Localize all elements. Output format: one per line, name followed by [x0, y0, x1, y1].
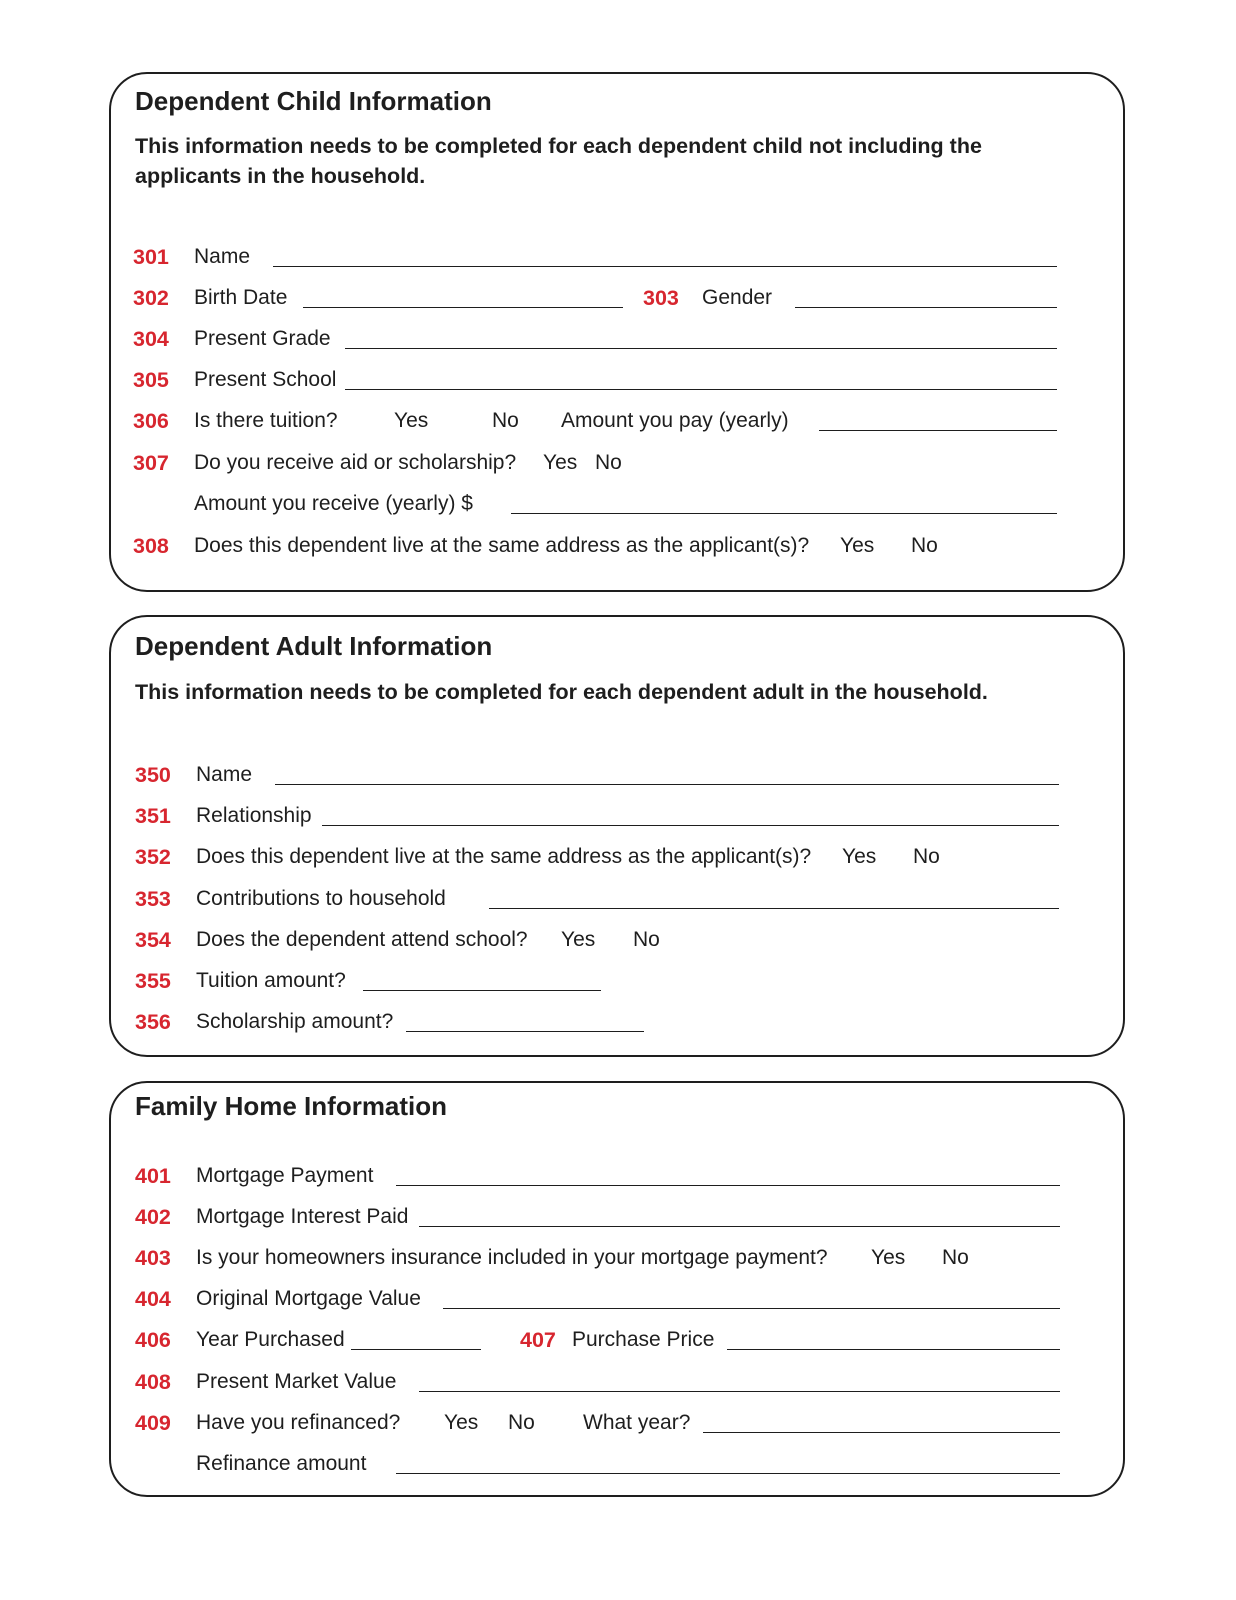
aid-amount-input-line[interactable]: [511, 513, 1057, 514]
field-350: [111, 760, 1123, 790]
field-number: 308: [133, 534, 169, 558]
no-option[interactable]: No: [942, 1246, 969, 1269]
field-label: Amount you pay (yearly): [561, 409, 789, 432]
field-409-amount: [111, 1449, 1123, 1479]
present-grade-input-line[interactable]: [345, 348, 1057, 349]
tuition-amount-input-line[interactable]: [819, 430, 1057, 431]
field-354: [111, 925, 1123, 955]
section-intro: This information needs to be completed for each dependent child not including the applicants in the household.: [135, 134, 982, 188]
section-title: Dependent Child Information: [135, 86, 492, 116]
field-label: Present School: [194, 368, 337, 391]
field-number: 353: [135, 887, 171, 911]
field-number: 356: [135, 1010, 171, 1034]
field-409: [111, 1408, 1123, 1438]
field-306: [111, 406, 1123, 436]
field-number: 401: [135, 1164, 171, 1188]
yes-option[interactable]: Yes: [842, 845, 877, 868]
no-option[interactable]: No: [595, 451, 622, 474]
field-label: Is there tuition?: [194, 409, 338, 432]
field-label: Name: [196, 763, 253, 786]
relationship-input-line[interactable]: [322, 825, 1059, 826]
field-402: [111, 1202, 1123, 1232]
field-label: Mortgage Interest Paid: [196, 1205, 409, 1228]
field-353: [111, 884, 1123, 914]
field-label: Name: [194, 245, 251, 268]
dependent-child-section: [109, 72, 1125, 592]
field-408: [111, 1367, 1123, 1397]
birth-date-input-line[interactable]: [303, 307, 623, 308]
field-number: 403: [135, 1246, 171, 1270]
field-number: 355: [135, 969, 171, 993]
field-label: Mortgage Payment: [196, 1164, 374, 1187]
no-option[interactable]: No: [633, 928, 660, 951]
year-purchased-input-line[interactable]: [351, 1349, 481, 1350]
field-352: [111, 842, 1123, 872]
yes-option[interactable]: Yes: [444, 1411, 479, 1434]
yes-option[interactable]: Yes: [561, 928, 596, 951]
name-input-line[interactable]: [275, 784, 1059, 785]
field-number: 408: [135, 1370, 171, 1394]
contributions-input-line[interactable]: [489, 908, 1059, 909]
field-label: Present Market Value: [196, 1370, 397, 1393]
market-value-input-line[interactable]: [419, 1391, 1060, 1392]
field-355: [111, 966, 1123, 996]
field-label: What year?: [583, 1411, 691, 1434]
field-label: Original Mortgage Value: [196, 1287, 421, 1310]
yes-option[interactable]: Yes: [871, 1246, 906, 1269]
field-number: 404: [135, 1287, 171, 1311]
field-308: [111, 531, 1123, 561]
refinance-year-input-line[interactable]: [703, 1432, 1060, 1433]
field-number: 409: [135, 1411, 171, 1435]
field-label: Gender: [702, 286, 773, 309]
present-school-input-line[interactable]: [345, 389, 1057, 390]
field-label: Scholarship amount?: [196, 1010, 394, 1033]
name-input-line[interactable]: [273, 266, 1057, 267]
field-label: Present Grade: [194, 327, 331, 350]
field-label: Year Purchased: [196, 1328, 345, 1351]
field-label: Does the dependent attend school?: [196, 928, 528, 951]
section-title: Family Home Information: [135, 1091, 448, 1121]
no-option[interactable]: No: [508, 1411, 535, 1434]
field-label: Birth Date: [194, 286, 288, 309]
field-number: 305: [133, 368, 169, 392]
field-number: 402: [135, 1205, 171, 1229]
field-label: Have you refinanced?: [196, 1411, 401, 1434]
field-label: Purchase Price: [572, 1328, 715, 1351]
section-title: Dependent Adult Information: [135, 631, 493, 661]
field-label: Do you receive aid or scholarship?: [194, 451, 517, 474]
no-option[interactable]: No: [913, 845, 940, 868]
field-307-amount: [111, 489, 1123, 519]
field-label: Refinance amount: [196, 1452, 367, 1475]
field-number: 306: [133, 409, 169, 433]
dependent-adult-section: [109, 615, 1125, 1057]
field-number: 303: [643, 286, 679, 310]
original-mortgage-input-line[interactable]: [443, 1308, 1060, 1309]
yes-option[interactable]: Yes: [840, 534, 875, 557]
purchase-price-input-line[interactable]: [727, 1349, 1060, 1350]
field-302-303: [111, 283, 1123, 313]
yes-option[interactable]: Yes: [543, 451, 578, 474]
field-304: [111, 324, 1123, 354]
family-home-section: [109, 1081, 1125, 1497]
field-label: Relationship: [196, 804, 312, 827]
field-406-407: [111, 1325, 1123, 1355]
field-356: [111, 1007, 1123, 1037]
field-label: Does this dependent live at the same address as the applicant(s)?: [196, 845, 812, 868]
no-option[interactable]: No: [492, 409, 519, 432]
field-404: [111, 1284, 1123, 1314]
mortgage-payment-input-line[interactable]: [396, 1185, 1060, 1186]
field-number: 407: [520, 1328, 556, 1352]
field-number: 351: [135, 804, 171, 828]
field-number: 302: [133, 286, 169, 310]
field-label: Does this dependent live at the same address as the applicant(s)?: [194, 534, 810, 557]
section-intro: This information needs to be completed for each dependent adult in the household.: [135, 680, 988, 704]
field-403: [111, 1243, 1123, 1273]
no-option[interactable]: No: [911, 534, 938, 557]
field-label: Amount you receive (yearly) $: [194, 492, 473, 515]
scholarship-amount-input-line[interactable]: [406, 1031, 644, 1032]
yes-option[interactable]: Yes: [394, 409, 429, 432]
field-number: 352: [135, 845, 171, 869]
tuition-amount-input-line[interactable]: [363, 990, 601, 991]
field-label: Tuition amount?: [196, 969, 346, 992]
field-351: [111, 801, 1123, 831]
refinance-amount-input-line[interactable]: [396, 1473, 1060, 1474]
field-label: Contributions to household: [196, 887, 446, 910]
field-307: [111, 448, 1123, 478]
field-number: 301: [133, 245, 169, 269]
field-305: [111, 365, 1123, 395]
field-number: 406: [135, 1328, 171, 1352]
field-301: [111, 242, 1123, 272]
field-401: [111, 1161, 1123, 1191]
mortgage-interest-input-line[interactable]: [419, 1226, 1060, 1227]
gender-input-line[interactable]: [795, 307, 1057, 308]
field-number: 354: [135, 928, 171, 952]
field-number: 307: [133, 451, 169, 475]
field-number: 304: [133, 327, 169, 351]
field-number: 350: [135, 763, 171, 787]
field-label: Is your homeowners insurance included in your mortgage payment?: [196, 1246, 828, 1269]
